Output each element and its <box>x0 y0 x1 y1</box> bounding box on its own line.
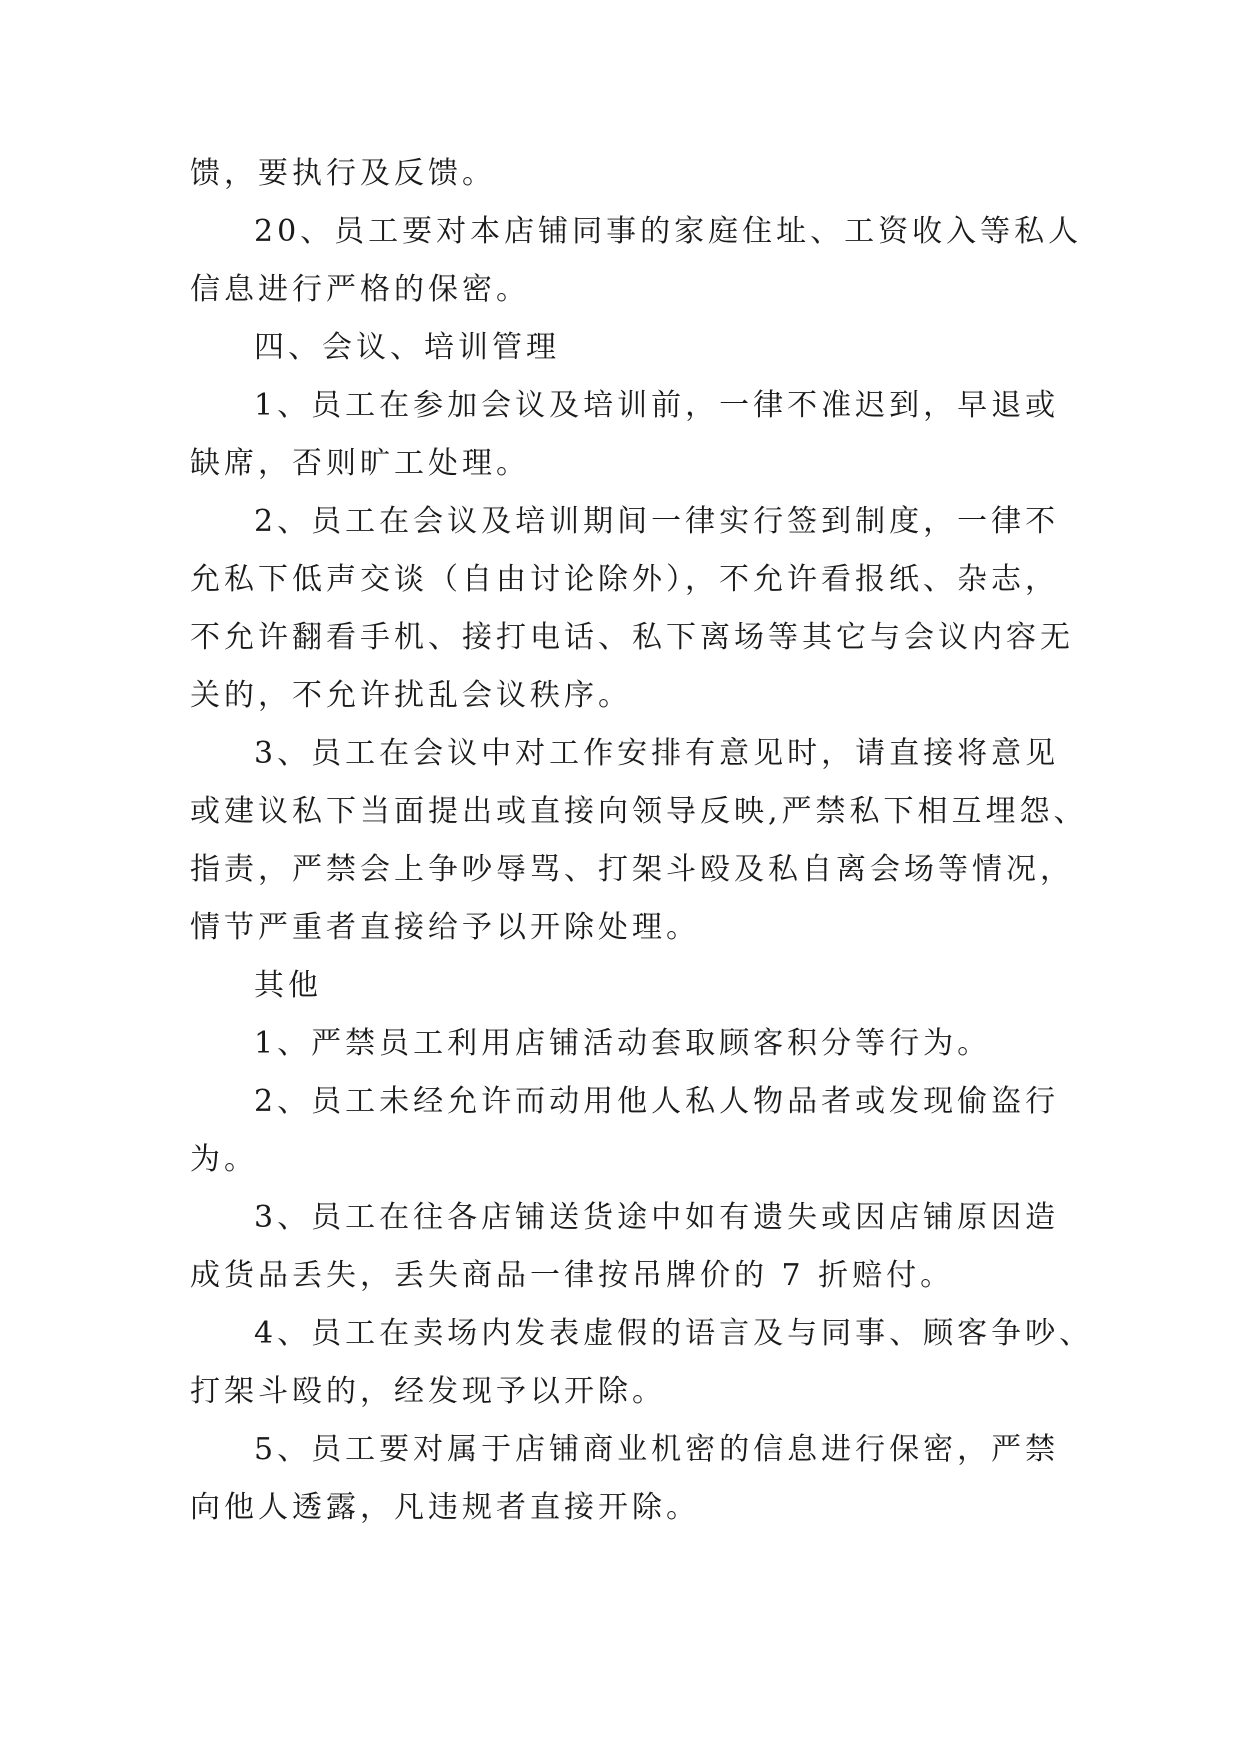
text-line: 情节严重者直接给予以开除处理。 <box>190 910 700 945</box>
text-line: 允私下低声交谈（自由讨论除外），不允许看报纸、杂志， <box>190 562 1059 597</box>
text-line: 成货品丢失，丢失商品一律按吊牌价的 7 折赔付。 <box>190 1258 955 1293</box>
text-line: 为。 <box>190 1142 258 1177</box>
text-line: 5、员工要对属于店铺商业机密的信息进行保密，严禁 <box>254 1432 1060 1467</box>
text-line: 1、严禁员工利用店铺活动套取顾客积分等行为。 <box>254 1026 992 1061</box>
text-line: 3、员工在会议中对工作安排有意见时，请直接将意见 <box>254 736 1060 771</box>
text-line: 打架斗殴的，经发现予以开除。 <box>190 1374 666 1409</box>
section-heading: 四、会议、培训管理 <box>254 330 560 365</box>
text-line: 馈，要执行及反馈。 <box>190 156 496 191</box>
text-line: 或建议私下当面提出或直接向领导反映,严禁私下相互埋怨、 <box>190 794 1088 829</box>
text-line: 信息进行严格的保密。 <box>190 272 530 307</box>
text-line: 2、员工在会议及培训期间一律实行签到制度，一律不 <box>254 504 1060 539</box>
text-line: 20、员工要对本店铺同事的家庭住址、工资收入等私人 <box>254 214 1083 249</box>
text-line: 3、员工在往各店铺送货途中如有遗失或因店铺原因造 <box>254 1200 1060 1235</box>
text-line: 缺席，否则旷工处理。 <box>190 446 530 481</box>
text-line: 指责，严禁会上争吵辱骂、打架斗殴及私自离会场等情况， <box>190 852 1074 887</box>
text-line: 1、员工在参加会议及培训前，一律不准迟到，早退或 <box>254 388 1060 423</box>
text-line: 4、员工在卖场内发表虚假的语言及与同事、顾客争吵、 <box>254 1316 1094 1351</box>
text-line: 2、员工未经允许而动用他人私人物品者或发现偷盗行 <box>254 1084 1060 1119</box>
section-heading: 其他 <box>254 968 322 1003</box>
text-line: 关的，不允许扰乱会议秩序。 <box>190 678 632 713</box>
text-line: 不允许翻看手机、接打电话、私下离场等其它与会议内容无 <box>190 620 1074 655</box>
text-line: 向他人透露，凡违规者直接开除。 <box>190 1490 700 1525</box>
